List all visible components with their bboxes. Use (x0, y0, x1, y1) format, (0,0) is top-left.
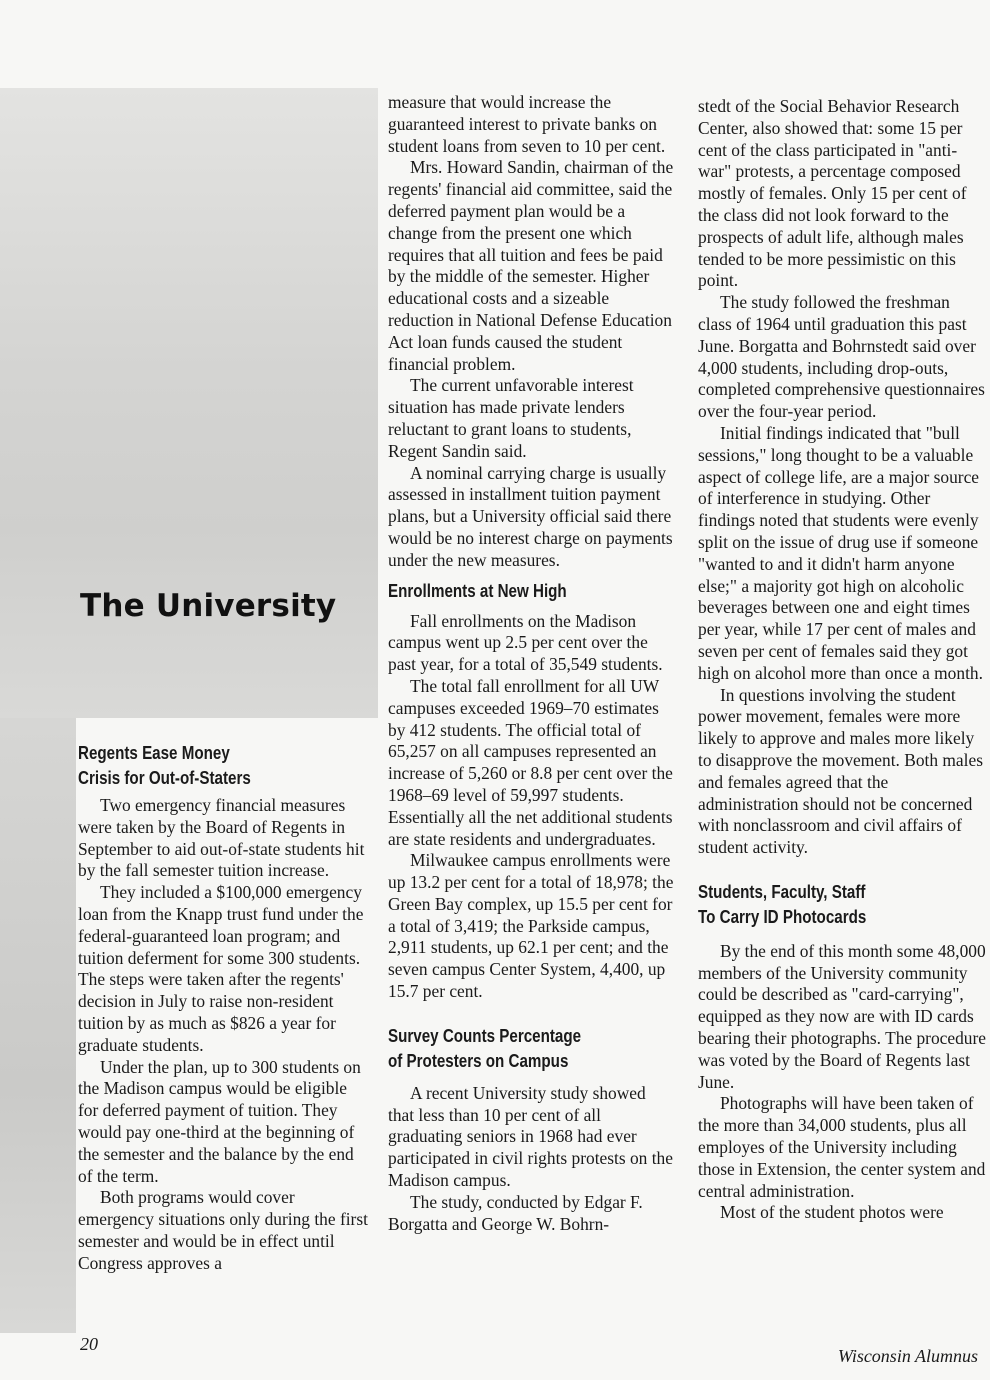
headline-survey (388, 1023, 624, 1073)
headline-regents (78, 740, 316, 790)
paragraph-continued: measure that would increase the guaranteed interest to private banks on student loans from seven to 10 per cent. (388, 92, 666, 156)
page-number: 20 (80, 1334, 98, 1354)
headline-id-line2: To Carry ID Photocards (698, 905, 867, 927)
paragraph: The study followed the freshman class of 1964 until graduation this past June. Borgatta and Bohrnstedt said over 4,000 students, including drop-outs, completed comprehensive questionnaires over the four-year period. (698, 292, 985, 422)
paragraph: Initial findings indicated that "bull sessions," long thought to be a valuable aspect of college life, are a major source of interference in studying. Other findings noted that students were evenly split on the issue of drug use if someone "wanted to and it didn't harm anyone else;" a majority got high on alcoholic beverages between one and eight times per year, while 17 per cent of males and seven per cent of females said they got high on alcohol more than once a month. (698, 422, 983, 683)
paragraph: Mrs. Howard Sandin, chairman of the regents' financial aid committee, said the deferred payment plan would be a change from the present one which requires that all tuition and fees be paid by the middle of the semester. Higher educational costs and a sizeable reduction in National Defense Education Act loan funds caused the student financial problem. (388, 157, 674, 374)
paragraph: Photographs will have been taken of the more than 34,000 students, plus all employes of the University including those in Extension, the center system and central administration. (698, 1093, 986, 1201)
photo-background-lower (0, 718, 76, 1333)
paragraph: Most of the student photos were (720, 1202, 944, 1223)
headline-regents-line2: Crisis for Out-of-Staters (78, 767, 251, 788)
paragraph: They included a $100,000 emergency loan from the Knapp trust fund under the federal-guaranteed loan program; and tuition deferment for some 300 students. The steps were taken after the regents' decision in July to raise non-resident tuition by as much as $826 a year for graduate students. (78, 882, 364, 1055)
section-title: The University (80, 588, 337, 624)
paragraph: Milwaukee campus enrollments were up 13.2 per cent for a total of 18,978; the Green Bay complex, up 15.5 per cent for a total of 3,419; the Parkside campus, 2,911 students, up 62.1 per cent; and the seven campus Center System, 4,400, up 15.7 per cent. (388, 850, 674, 1002)
paragraph: The total fall enrollment for all UW campuses exceeded 1969–70 estimates by 412 students. The official total of 65,257 on all campuses represented an increase of 5,260 or 8.8 per cent over the 1968–69 level of 59,997 students. Essentially all the net additional students are state residents and undergraduates. (388, 675, 673, 849)
headline-regents-line1: Regents Ease Money (78, 742, 230, 763)
paragraph: Both programs would cover emergency situations only during the first semester and would be in effect until Congress approves a (78, 1187, 368, 1273)
publication-name: Wisconsin Alumnus (837, 1346, 978, 1366)
paragraph: In questions involving the student power movement, females were more likely to approve and males more likely to disapprove the movement. Both males and females agreed that the administration should not be concerned with nonclassroom and civil affairs of student activity. (698, 684, 983, 858)
headline-enrollments: Enrollments at New High (388, 579, 567, 601)
headline-survey-line1: Survey Counts Percentage (388, 1024, 582, 1046)
headline-id-cards (698, 879, 936, 929)
paragraph: Under the plan, up to 300 students on the Madison campus would be eligible for deferred payment of tuition. They would pay one-third at the beginning of the semester and the balance by the end of the term. (78, 1056, 361, 1186)
paragraph: A recent University study showed that less than 10 per cent of all graduating seniors in 1968 had ever participated in civil rights protests on the Madison campus. (388, 1082, 673, 1191)
column-3 (698, 96, 988, 1224)
paragraph: Fall enrollments on the Madison campus went up 2.5 per cent over the past year, for a total of 35,549 students. (388, 610, 663, 675)
column-1 (78, 740, 368, 1275)
paragraph: By the end of this month some 48,000 members of the University community could be described as "card-carrying", equipped as they now are with ID cards bearing their photographs. The procedure was voted by the Board of Regents last June. (698, 940, 986, 1092)
headline-id-line1: Students, Faculty, Staff (698, 880, 866, 902)
paragraph: Two emergency financial measures were taken by the Board of Regents in September to aid out-of-state students hit by the fall semester tuition increase. (78, 795, 365, 881)
paragraph: The current unfavorable interest situation has made private lenders reluctant to grant loans to students, Regent Sandin said. (388, 375, 634, 461)
column-2 (388, 92, 676, 1235)
paragraph-continued: stedt of the Social Behavior Research Center, also showed that: some 15 per cent of the class participated in "anti-war" protests, a percentage composed mostly of females. Only 15 per cent of the class did not look forward to the prospects of adult life, although males tended to be more pessimistic on this point. (698, 96, 967, 291)
headline-survey-line2: of Protesters on Campus (388, 1049, 569, 1071)
paragraph: A nominal carrying charge is usually assessed in installment tuition payment plans, but a University official said there would be no interest charge on payments under the new measures. (388, 462, 673, 570)
paragraph: The study, conducted by Edgar F. Borgatta and George W. Bohrn- (388, 1191, 643, 1234)
